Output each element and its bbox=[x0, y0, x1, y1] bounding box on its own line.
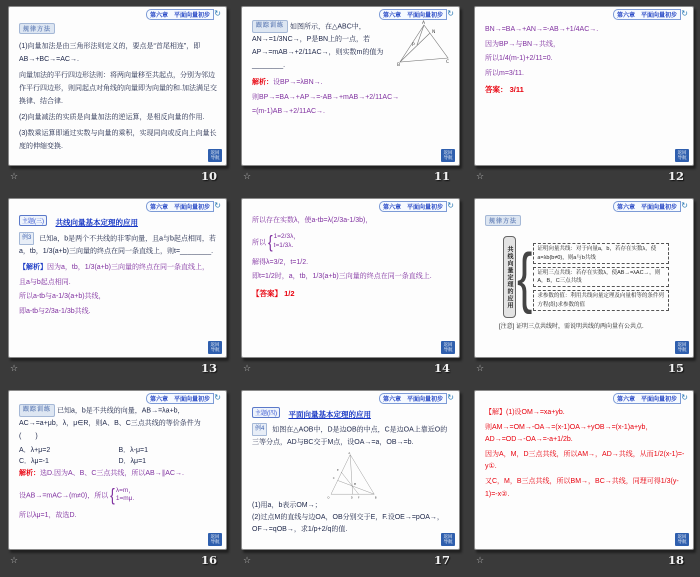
solution-line: 解得λ=3/2，t=1/2. bbox=[252, 258, 309, 266]
nav-label-2: 导航 bbox=[443, 347, 453, 353]
page-number: 15 bbox=[667, 361, 684, 375]
slide-thumbnail-17[interactable] bbox=[241, 390, 460, 550]
fig-label-C: C bbox=[332, 476, 335, 481]
slide-thumbnail-16[interactable] bbox=[8, 390, 227, 550]
nav-label-2: 导航 bbox=[443, 155, 453, 161]
swirl-icon: ↻ bbox=[681, 201, 688, 210]
chapter-title: 第六章 平面向量初步 bbox=[149, 397, 210, 403]
brace-glyph: { bbox=[517, 239, 533, 315]
case-line-1: 1=2/3λ， bbox=[273, 233, 300, 241]
fig-label-E: E bbox=[336, 468, 339, 473]
nav-label-1: 返回 bbox=[677, 341, 687, 347]
diagram-root-label: 共线向量定理的应用 bbox=[503, 236, 516, 318]
star-icon[interactable]: ☆ bbox=[476, 554, 485, 565]
nav-label-2: 导航 bbox=[443, 539, 453, 545]
nav-label-2: 导航 bbox=[210, 155, 220, 161]
solution-line: 所以λμ=1，故选D. bbox=[19, 511, 77, 519]
page-number: 17 bbox=[433, 553, 450, 567]
slide-thumbnail-11[interactable] bbox=[241, 6, 460, 166]
nav-label-2: 导航 bbox=[210, 347, 220, 353]
page-number: 16 bbox=[200, 553, 217, 567]
nav-label-1: 返回 bbox=[677, 149, 687, 155]
chapter-header bbox=[146, 9, 221, 20]
swirl-icon: ↻ bbox=[214, 201, 221, 210]
option-d: D．λμ=1 bbox=[118, 458, 147, 466]
solution-line: 又C，M，B三点共线，所以BM→，BC→共线，同理可得1/3(y-1)=-x②. bbox=[485, 477, 679, 498]
fig-label-D: D bbox=[350, 495, 353, 500]
chapter-title: 第六章 平面向量初步 bbox=[616, 205, 677, 211]
option-c: C．λμ=-1 bbox=[19, 458, 49, 466]
return-nav-button[interactable] bbox=[208, 533, 222, 546]
solution-line: 【解】(1)设OM→=xa+yb. bbox=[485, 409, 565, 416]
cell-footer bbox=[8, 166, 227, 185]
return-nav-button[interactable] bbox=[675, 341, 689, 354]
chapter-header bbox=[379, 9, 454, 20]
slide-cell-16 bbox=[0, 384, 233, 577]
cell-footer bbox=[474, 358, 694, 377]
solution-line: 因为a，tb，1/3(a+b)三向量的终点在同一条直线上， bbox=[47, 264, 209, 272]
page-number: 14 bbox=[433, 361, 450, 375]
question-text: 已知a，b是不共线的向量，AB→=λa+b，AC→=a+μb，λ，μ∈R，则A、B、C三点共线的等价条件为( ) bbox=[19, 407, 201, 441]
chapter-header bbox=[146, 393, 221, 404]
fig-label-N: N bbox=[432, 30, 436, 35]
return-nav-button[interactable] bbox=[675, 149, 689, 162]
swirl-icon: ↻ bbox=[214, 393, 221, 402]
page-number: 11 bbox=[433, 169, 450, 183]
cases-prefix: 所以 bbox=[252, 239, 266, 247]
question-text: 如图在△AOB中，D是边OB的中点，C是边OA上靠近O的三等分点，AD与BC交于M点，设OA→=a，OB→=b. bbox=[252, 426, 448, 447]
return-nav-button[interactable] bbox=[675, 533, 689, 546]
solution-line: 即t=1/2时，a，tb，1/3(a+b)三向量的终点在同一条直线上. bbox=[252, 273, 432, 281]
nav-label-2: 导航 bbox=[677, 347, 687, 353]
chapter-header bbox=[146, 201, 221, 212]
sub-question-1: (1)用a，b表示OM→； bbox=[252, 502, 322, 510]
triangle-figure-abc bbox=[397, 20, 451, 66]
slide-thumbnail-13[interactable] bbox=[8, 198, 227, 358]
swirl-icon: ↻ bbox=[447, 201, 454, 210]
example-badge: 例4 bbox=[252, 423, 267, 436]
solution-line: 选D.因为A、B、C三点共线，所以AB→∥AC→. bbox=[40, 470, 184, 478]
nav-label-1: 返回 bbox=[677, 533, 687, 539]
fig-label-M: M bbox=[353, 482, 356, 487]
nav-label-2: 导航 bbox=[677, 539, 687, 545]
slide-thumbnail-18[interactable] bbox=[474, 390, 694, 550]
diagram-box-1: 证明向量共线：对于向量a，b，若存在实数λ，使a=λb(b≠0)，则a与b共线 bbox=[533, 243, 669, 264]
answer-value: 3/11 bbox=[509, 85, 524, 95]
cell-footer bbox=[241, 358, 460, 377]
question-text: 已知a，b是两个不共线的非零向量，且a与b起点相同，若a，tb，1/3(a+b)三向量的终点在同一条直线上，则t=________. bbox=[19, 235, 216, 256]
chapter-header bbox=[613, 201, 688, 212]
sub-question-2: (2)过点M的直线与边OA，OB分别交于E，F.设OE→=pOA→，OF→=qOB→，求1/p+2/q的值. bbox=[252, 514, 444, 534]
nav-label-1: 返回 bbox=[443, 149, 453, 155]
nav-label-1: 返回 bbox=[210, 533, 220, 539]
slide-cell-13 bbox=[0, 192, 233, 384]
solution-line: 即a-tb与2/3a-1/3b共线. bbox=[19, 308, 91, 316]
note-text: [注意] 证明三点共线时，需说明共线的两向量有公共点. bbox=[499, 324, 644, 330]
nav-label-1: 返回 bbox=[210, 341, 220, 347]
summary-diagram bbox=[503, 236, 685, 318]
fig-label-A: A bbox=[347, 451, 350, 456]
case-line-2: t=1/3λ. bbox=[273, 242, 294, 250]
fig-label-C: C bbox=[446, 60, 450, 65]
swirl-icon: ↻ bbox=[681, 9, 688, 18]
fig-label-F: F bbox=[357, 495, 360, 500]
topic-title: 共线向量基本定理的应用 bbox=[55, 218, 138, 227]
slide-cell-10 bbox=[0, 0, 233, 192]
cell-footer bbox=[8, 358, 227, 377]
star-icon[interactable]: ☆ bbox=[10, 170, 19, 181]
solution-label: 解析： bbox=[252, 79, 273, 87]
swirl-icon: ↻ bbox=[447, 393, 454, 402]
page-number: 18 bbox=[667, 553, 684, 567]
solution-line: 因为BP→与BN→共线， bbox=[485, 40, 561, 48]
slide-thumbnail-15[interactable] bbox=[474, 198, 694, 358]
star-icon[interactable]: ☆ bbox=[10, 554, 19, 565]
method-badge: 规律方法 bbox=[19, 23, 55, 34]
chapter-title: 第六章 平面向量初步 bbox=[149, 205, 210, 211]
equation-system bbox=[268, 230, 300, 255]
method-line: 向量加法的平行四边形法则：将两向量移至共起点，分别为邻边作平行四边形，则同起点对角线的向量即为向量的和.加法满足交换律、结合律. bbox=[19, 71, 217, 105]
star-icon[interactable]: ☆ bbox=[476, 362, 485, 373]
brace-glyph: { bbox=[267, 231, 273, 252]
cases-prefix: 设AB→=mAC→(m≠0)，所以 bbox=[19, 492, 109, 500]
slide-cell-18 bbox=[466, 384, 700, 577]
slide-cell-15 bbox=[466, 192, 700, 384]
chapter-title: 第六章 平面向量初步 bbox=[616, 13, 677, 19]
fig-label-A: A bbox=[422, 21, 426, 26]
solution-line: 则AM→=OM→-OA→=(x-1)OA→+yOB→=(x-1)a+yb，AD→=OD→-OA→=-a+1/2b. bbox=[485, 423, 653, 444]
method-line: (2)向量减法的实质是向量加法的逆运算，是相反向量的作用. bbox=[19, 113, 205, 121]
star-icon[interactable]: ☆ bbox=[243, 554, 252, 565]
nav-label-1: 返回 bbox=[210, 149, 220, 155]
chapter-title: 第六章 平面向量初步 bbox=[616, 397, 677, 403]
solution-line: 所以a-tb与a-1/3(a+b)共线， bbox=[19, 293, 106, 301]
star-icon[interactable]: ☆ bbox=[243, 362, 252, 373]
method-line: (3)数乘运算即通过实数与向量的乘积，实现同向或反向上向量长度的伸缩变换. bbox=[19, 129, 217, 150]
brace-glyph: { bbox=[110, 484, 115, 505]
solution-line: 所以存在实数λ，使a-tb=λ(2/3a-1/3b)， bbox=[252, 217, 373, 224]
fig-label-B: B bbox=[397, 63, 401, 66]
page-number: 12 bbox=[667, 169, 684, 183]
triangle-figure-aob bbox=[319, 451, 385, 499]
star-icon[interactable]: ☆ bbox=[10, 362, 19, 373]
solution-line: 因为A，M，D三点共线，所以AM→，AD→共线，从而1/2(x-1)=-y①. bbox=[485, 450, 685, 471]
nav-label-2: 导航 bbox=[210, 539, 220, 545]
fig-label-O: O bbox=[326, 495, 330, 500]
solution-label: 解析： bbox=[19, 470, 40, 478]
example-badge: 例3 bbox=[19, 232, 34, 245]
solution-line: 则BP→=BA→+AP→=-AB→+mAB→+2/11AC→ bbox=[252, 93, 400, 101]
slide-thumbnail-10[interactable] bbox=[8, 6, 227, 166]
solution-line: 所以1/4(m-1)+2/11=0. bbox=[485, 55, 553, 63]
swirl-icon: ↻ bbox=[447, 9, 454, 18]
method-badge: 规律方法 bbox=[485, 215, 521, 226]
slide-cell-11 bbox=[233, 0, 466, 192]
cell-footer bbox=[474, 550, 694, 569]
chapter-header bbox=[613, 9, 688, 20]
training-badge: 跟踪训练 bbox=[19, 404, 55, 417]
option-b: B．λ-μ=1 bbox=[118, 447, 149, 455]
slide-cell-12 bbox=[466, 0, 700, 192]
star-icon[interactable]: ☆ bbox=[476, 170, 485, 181]
topic-title: 平面向量基本定理的应用 bbox=[288, 410, 371, 419]
solution-line: 且a与b起点相同. bbox=[19, 278, 71, 286]
method-line: (1)向量加法是由三角形法则定义的，要点是“首尾相连”，即AB→+BC→=AC→. bbox=[19, 43, 201, 63]
chapter-title: 第六章 平面向量初步 bbox=[149, 13, 210, 19]
chapter-header bbox=[379, 201, 454, 212]
nav-label-1: 返回 bbox=[443, 533, 453, 539]
swirl-icon: ↻ bbox=[681, 393, 688, 402]
page-number: 13 bbox=[200, 361, 217, 375]
option-a: A．λ+μ=2 bbox=[19, 447, 51, 455]
slide-thumbnail-14[interactable] bbox=[241, 198, 460, 358]
nav-label-1: 返回 bbox=[443, 341, 453, 347]
chapter-title: 第六章 平面向量初步 bbox=[382, 397, 443, 403]
cell-footer bbox=[241, 550, 460, 569]
slide-cell-17 bbox=[233, 384, 466, 577]
answer-value: 1/2 bbox=[284, 288, 295, 298]
answer-label: 【答案】 bbox=[252, 288, 282, 298]
topic-badge: 主题(四) bbox=[252, 407, 280, 418]
chapter-header bbox=[613, 393, 688, 404]
case-line-2: 1=mμ. bbox=[115, 495, 135, 503]
solution-line: =(m-1)AB→+2/11AC→. bbox=[252, 108, 326, 116]
cell-footer bbox=[241, 166, 460, 185]
return-nav-button[interactable] bbox=[441, 149, 455, 162]
cell-footer bbox=[474, 166, 694, 185]
return-nav-button[interactable] bbox=[441, 533, 455, 546]
answer-label: 答案： bbox=[485, 85, 508, 95]
swirl-icon: ↻ bbox=[214, 9, 221, 18]
fig-label-P: P bbox=[412, 43, 415, 48]
return-nav-button[interactable] bbox=[208, 341, 222, 354]
cell-footer bbox=[8, 550, 227, 569]
star-icon[interactable]: ☆ bbox=[243, 170, 252, 181]
chapter-title: 第六章 平面向量初步 bbox=[382, 205, 443, 211]
fig-label-B: B bbox=[374, 495, 377, 500]
solution-label: 【解析】 bbox=[19, 264, 47, 272]
return-nav-button[interactable] bbox=[441, 341, 455, 354]
return-nav-button[interactable] bbox=[208, 149, 222, 162]
slide-cell-14 bbox=[233, 192, 466, 384]
question-text: 如图所示，在△ABC中，AN→=1/3NC→，P是BN上的一点，若AP→=mAB→+2/11AC→，则实数m的值为________. bbox=[252, 23, 384, 70]
solution-line: 所以m=3/11. bbox=[485, 69, 524, 77]
equation-system bbox=[110, 483, 135, 508]
nav-label-2: 导航 bbox=[677, 155, 687, 161]
topic-badge: 主题(三) bbox=[19, 215, 47, 226]
chapter-title: 第六章 平面向量初步 bbox=[382, 13, 443, 19]
solution-line: BN→=BA→+AN→=-AB→+1/4AC→. bbox=[485, 26, 599, 33]
diagram-box-2: 证明三点共线：若存在实数λ，使AB→=λAC→，则A，B，C三点共线 bbox=[533, 267, 669, 288]
diagram-box-3: 求参数的值：利用共线向量定理及向量相等的条件列方程(组)求参数的值 bbox=[533, 290, 669, 311]
slide-thumbnail-12[interactable] bbox=[474, 6, 694, 166]
case-line-1: λ=m， bbox=[115, 486, 135, 494]
solution-line: 设BP→=λBN→. bbox=[273, 79, 323, 87]
training-badge: 跟踪训练 bbox=[252, 20, 288, 33]
page-number: 10 bbox=[200, 169, 217, 183]
chapter-header bbox=[379, 393, 454, 404]
